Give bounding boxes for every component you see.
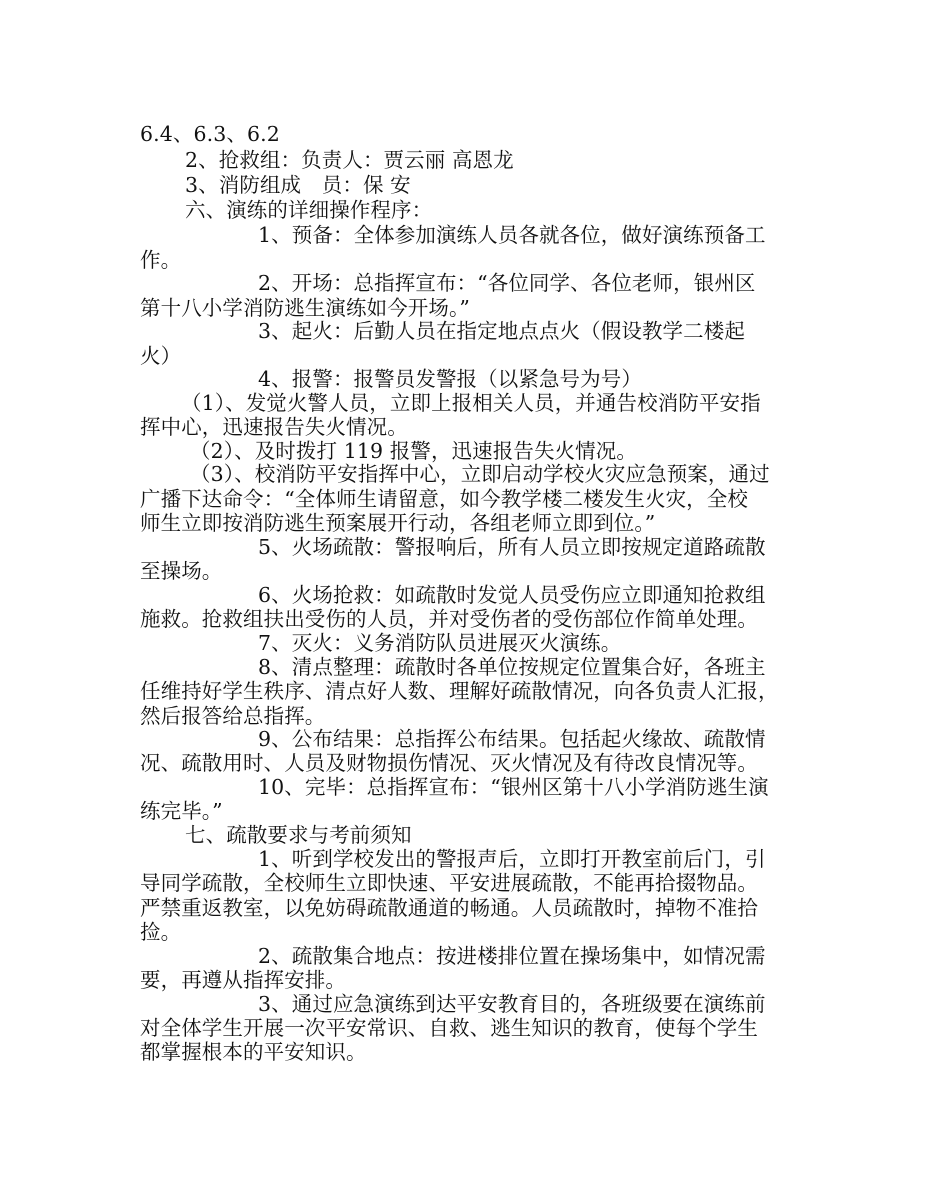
text-line: 8、清点整理：疏散时各单位按规定位置集合好，各班主 — [258, 655, 766, 679]
text-line: 练完毕。” — [140, 799, 223, 823]
text-line: （3）、校消防平安指挥中心，立即启动学校火灾应急预案，通过 — [190, 462, 770, 486]
text-line: 师生立即按消防逃生预案展开行动，各组老师立即到位。” — [140, 511, 656, 535]
text-line: 要，再遵从指挥安排。 — [140, 968, 346, 992]
text-line: 7、灭火：义务消防队员进展灭火演练。 — [258, 631, 622, 655]
text-line: 至操场。 — [140, 559, 223, 583]
section-heading: 六、演练的详细操作程序： — [185, 198, 433, 222]
text-line: 然后报答给总指挥。 — [140, 704, 326, 728]
text-line: 5、火场疏散：警报响后，所有人员立即按规定道路疏散 — [258, 535, 766, 559]
text-line: 3、通过应急演练到达平安教育目的，各班级要在演练前 — [258, 992, 766, 1016]
text-line: 2、疏散集合地点：按进楼排位置在操场集中，如情况需 — [258, 944, 766, 968]
text-line: 6、火场抢救：如疏散时发觉人员受伤应立即通知抢救组 — [258, 583, 766, 607]
text-line: 1、听到学校发出的警报声后，立即打开教室前后门，引 — [258, 847, 766, 871]
text-line: 施救。抢救组扶出受伤的人员，并对受伤者的受伤部位作简单处理。 — [140, 607, 758, 631]
text-line: （1）、发觉火警人员，立即上报相关人员，并通告校消防平安指 — [181, 391, 761, 415]
text-line: 第十八小学消防逃生演练如今开场。” — [140, 296, 470, 320]
text-line: 3、起火：后勤人员在指定地点点火（假设教学二楼起 — [258, 319, 745, 343]
text-line: 2、抢救组：负责人：贾云丽 高恩龙 — [185, 148, 514, 172]
text-line: 6.4、6.3、6.2 — [140, 122, 280, 146]
text-line: 1、预备：全体参加演练人员各就各位，做好演练预备工 — [258, 223, 766, 247]
text-line: 都掌握根本的平安知识。 — [140, 1040, 367, 1064]
text-line: 广播下达命令：“全体师生请留意，如今教学楼二楼发生火灾，全校 — [140, 487, 748, 511]
text-line: （2）、及时拨打 119 报警，迅速报告失火情况。 — [190, 439, 637, 463]
text-line: 3、消防组成 员：保 安 — [185, 173, 411, 197]
text-line: 10、完毕：总指挥宣布：“银州区第十八小学消防逃生演 — [258, 775, 769, 799]
text-line: 任维持好学生秩序、清点好人数、理解好疏散情况，向各负责人汇报， — [140, 679, 779, 703]
text-line: 4、报警：报警员发警报（以紧急号为号） — [258, 367, 642, 391]
text-line: 作。 — [140, 248, 182, 272]
text-line: 对全体学生开展一次平安常识、自救、逃生知识的教育，使每个学生 — [140, 1016, 758, 1040]
text-line: 况、疏散用时、人员及财物损伤情况、灭火情况及有待改良情况等。 — [140, 751, 758, 775]
text-line: 火） — [140, 344, 182, 368]
text-line: 捡。 — [140, 920, 182, 944]
text-line: 严禁重返教室，以免妨碍疏散通道的畅通。人员疏散时，掉物不准拾 — [140, 896, 758, 920]
text-line: 挥中心，迅速报告失火情况。 — [140, 415, 408, 439]
text-line: 2、开场：总指挥宣布：“各位同学、各位老师，银州区 — [258, 271, 756, 295]
text-line: 导同学疏散，全校师生立即快速、平安进展疏散，不能再拾掇物品。 — [140, 871, 758, 895]
section-heading: 七、疏散要求与考前须知 — [185, 823, 412, 847]
text-line: 9、公布结果：总指挥公布结果。包括起火缘故、疏散情 — [258, 727, 766, 751]
